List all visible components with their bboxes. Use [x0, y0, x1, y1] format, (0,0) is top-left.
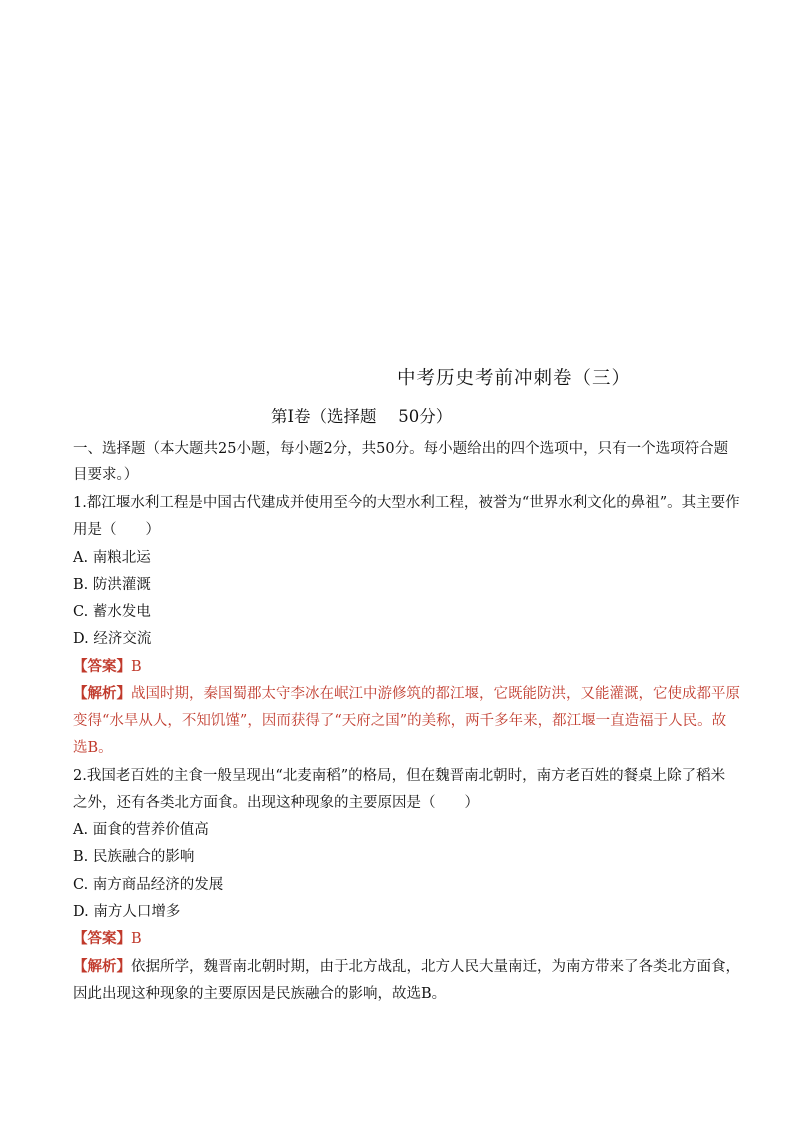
- q2-option-c: C. 南方商品经济的发展: [73, 877, 224, 893]
- analysis-text: 依据所学，魏晋南北朝时期，由于北方战乱，北方人民大量南迁，为南方带来了各类北方面食，: [131, 959, 740, 975]
- analysis-tag: 【解析】: [73, 685, 131, 702]
- q1-option-d: D. 经济交流: [73, 631, 152, 647]
- q1-option-c: C. 蓄水发电: [73, 604, 151, 620]
- instructions-line-2: 目要求。）: [73, 467, 139, 483]
- answer-value: B: [131, 931, 142, 947]
- q1-analysis-line-3: 选B。: [73, 740, 113, 756]
- analysis-tag: 【解析】: [73, 958, 131, 975]
- q2-option-a: A. 面食的营养价值高: [73, 822, 209, 838]
- q1-answer: [73, 657, 142, 677]
- q1-stem-line-2: 用是（ ）: [73, 522, 160, 538]
- q1-option-a: A. 南粮北运: [73, 550, 151, 566]
- q2-option-d: D. 南方人口增多: [73, 904, 181, 920]
- analysis-text: 变得: [73, 713, 102, 729]
- q2-analysis-line-1: [73, 957, 740, 977]
- q1-analysis-line-1: [73, 684, 740, 704]
- answer-tag: 【答案】: [73, 930, 131, 947]
- answer-tag: 【答案】: [73, 658, 131, 675]
- q2-analysis-line-2: 因此出现这种现象的主要原因是民族融合的影响，故选B。: [73, 986, 447, 1002]
- q2-option-b: B. 民族融合的影响: [73, 849, 195, 865]
- q1-option-b: B. 防洪灌溉: [73, 577, 151, 593]
- analysis-text: ，因而获得了: [247, 713, 335, 729]
- instructions-line-1: 一、选择题（本大题共25小题，每小题2分，共50分。每小题给出的四个选项中，只有一个选项符合题: [73, 441, 729, 457]
- quote-text: “水旱从人，不知饥馑”: [102, 713, 248, 729]
- analysis-text: 的美称，两千多年来，都江堰一直造福于人民。故: [407, 713, 727, 729]
- q2-stem-line-1: 2.我国老百姓的主食一般呈现出“北麦南稻”的格局，但在魏晋南北朝时，南方老百姓的餐桌上除了稻米: [73, 768, 726, 784]
- answer-value: B: [131, 659, 142, 675]
- q1-stem-line-1: 1.都江堰水利工程是中国古代建成并使用至今的大型水利工程，被誉为“世界水利文化的鼻祖”。其主要作: [73, 495, 740, 511]
- paper-title: 中考历史考前冲刺卷（三）: [397, 368, 632, 389]
- q2-stem-line-2: 之外，还有各类北方面食。出现这种现象的主要原因是（ ）: [73, 795, 479, 811]
- analysis-text: 战国时期，秦国蜀郡太守李冰在岷江中游修筑的都江堰，它既能防洪，又能灌溉，它使成都平原: [131, 686, 740, 702]
- q2-answer: [73, 929, 142, 949]
- section-title: 第Ⅰ卷（选择题 50分）: [271, 407, 453, 426]
- quote-text: “天府之国”: [334, 713, 408, 729]
- q1-analysis-line-2: [73, 711, 726, 731]
